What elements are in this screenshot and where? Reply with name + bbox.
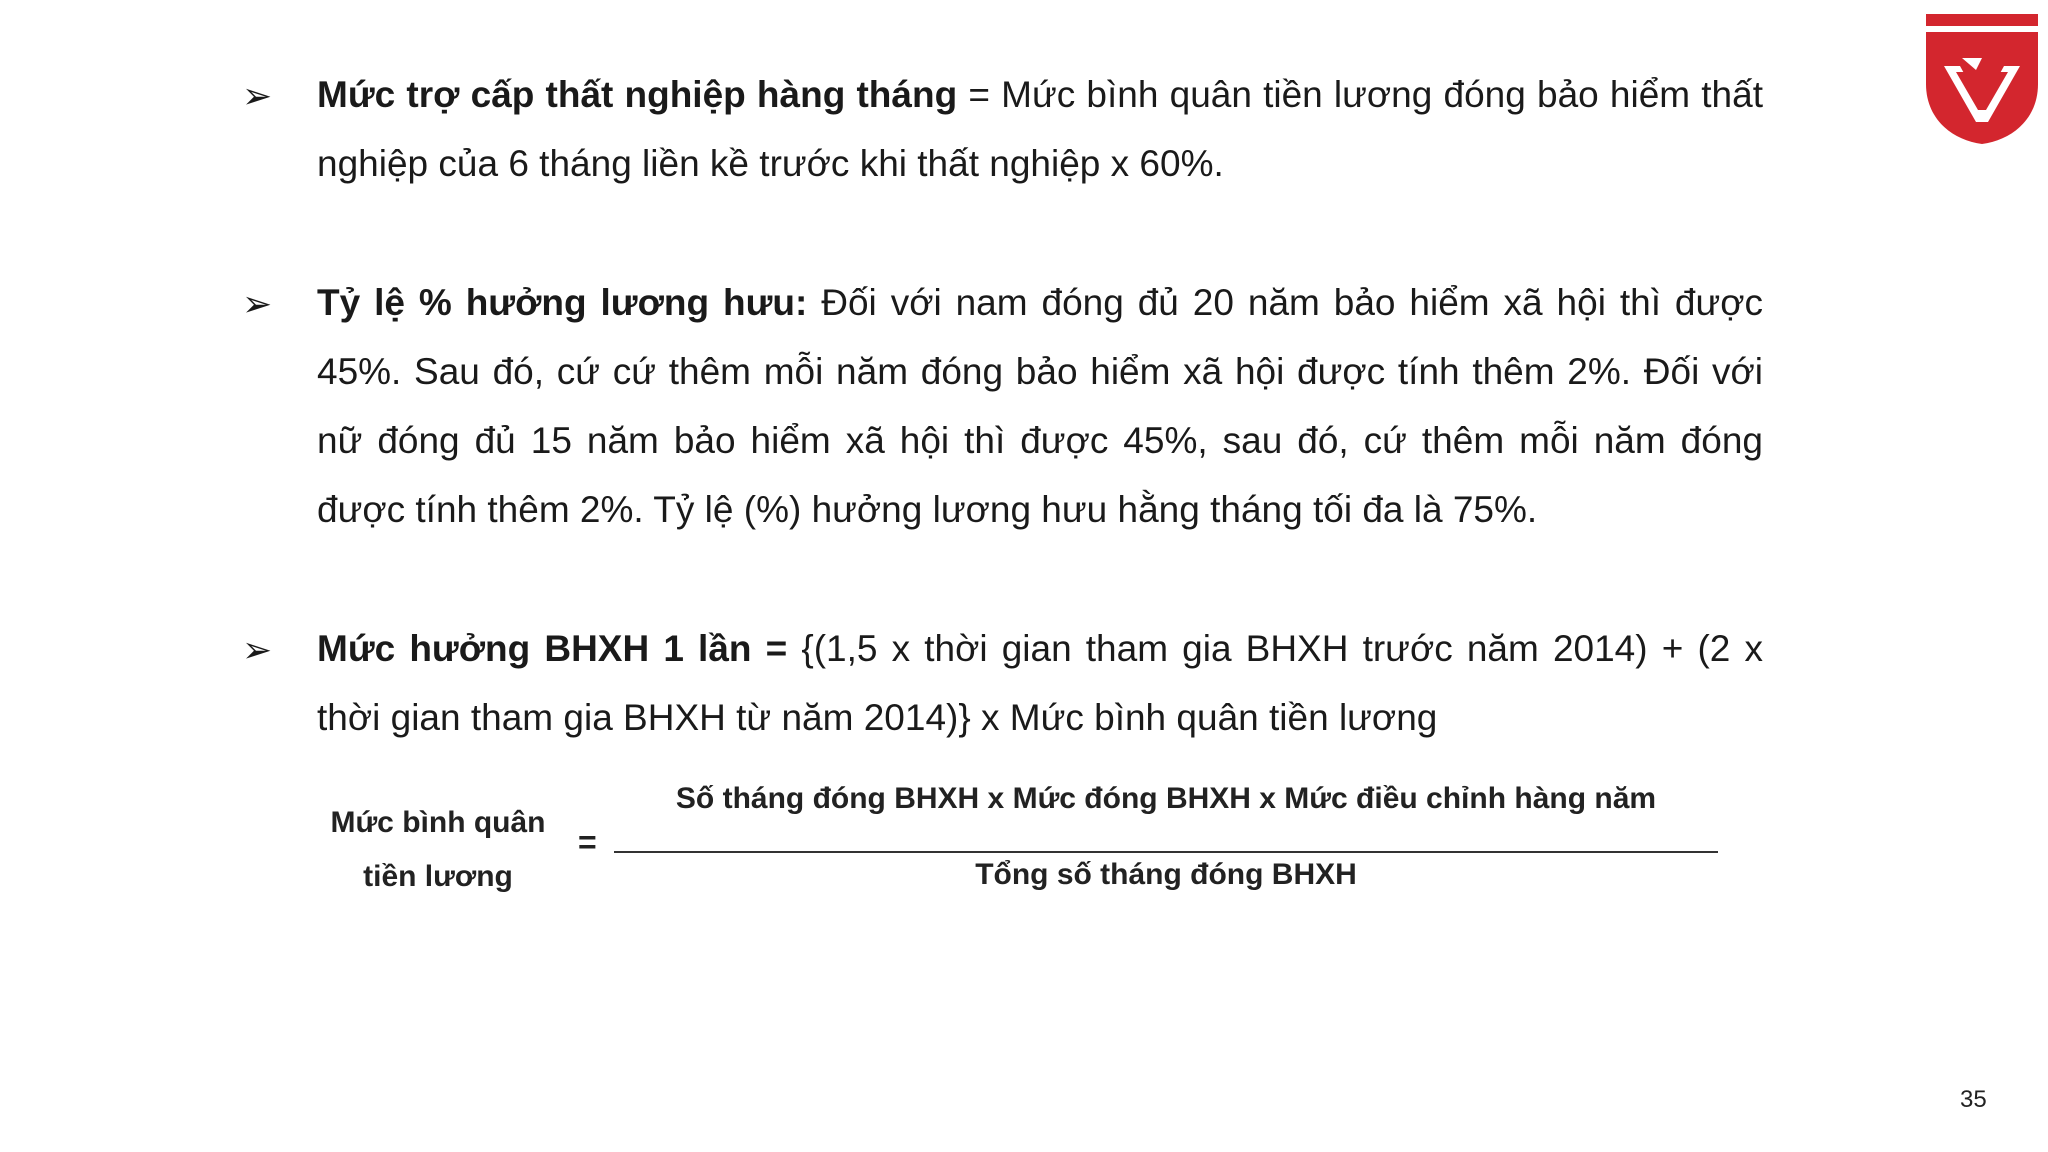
pension-rate-paragraph: [317, 268, 1763, 544]
bullet-arrow-icon: ➢: [242, 629, 273, 670]
bullet-arrow-icon: ➢: [242, 283, 273, 324]
lump-sum-term: Mức hưởng BHXH 1 lần =: [317, 628, 788, 669]
unemployment-allowance-paragraph: [317, 60, 1763, 198]
lump-sum-text: {(1,5 x thời gian tham gia BHXH trước năm 2014) + (2 x thời gian tham gia BHXH từ năm 2014)} x Mức bình quân tiền lương: [317, 628, 1763, 738]
pension-rate-term: Tỷ lệ % hưởng lương hưu:: [317, 282, 808, 323]
bullet-arrow-icon: ➢: [242, 75, 273, 116]
formula-lhs-line1: Mức bình quân: [330, 806, 546, 839]
pension-rate-text: Đối với nam đóng đủ 20 năm bảo hiểm xã hội thì được 45%. Sau đó, cứ cứ thêm mỗi năm đóng bảo hiểm xã hội được tính thêm 2%. Đối với nữ đóng đủ 15 năm bảo hiểm xã hội thì được 45%, sau đó, cứ thêm mỗi năm đóng được tính thêm 2%. Tỷ lệ (%) hưởng lương hưu hằng tháng tối đa là 75%.: [317, 282, 1764, 530]
formula-lhs: [318, 796, 558, 904]
formula-numerator: Số tháng đóng BHXH x Mức đóng BHXH x Mức điều chỉnh hàng năm: [675, 782, 1657, 815]
university-shield-logo: [1926, 14, 2038, 144]
fraction-bar: [614, 851, 1718, 853]
lump-sum-paragraph: [317, 614, 1763, 752]
unemployment-allowance-term: Mức trợ cấp thất nghiệp hàng tháng: [317, 74, 958, 115]
formula-denominator: Tổng số tháng đóng BHXH: [975, 858, 1357, 891]
unemployment-allowance-text: = Mức bình quân tiền lương đóng bảo hiểm thất nghiệp của 6 tháng liền kề trước khi thất nghiệp x 60%.: [317, 74, 1763, 184]
average-salary-formula: [318, 782, 1718, 912]
formula-lhs-line2: tiền lương: [363, 860, 513, 893]
formula-equals: =: [578, 824, 597, 860]
page-number: 35: [1960, 1086, 1987, 1113]
